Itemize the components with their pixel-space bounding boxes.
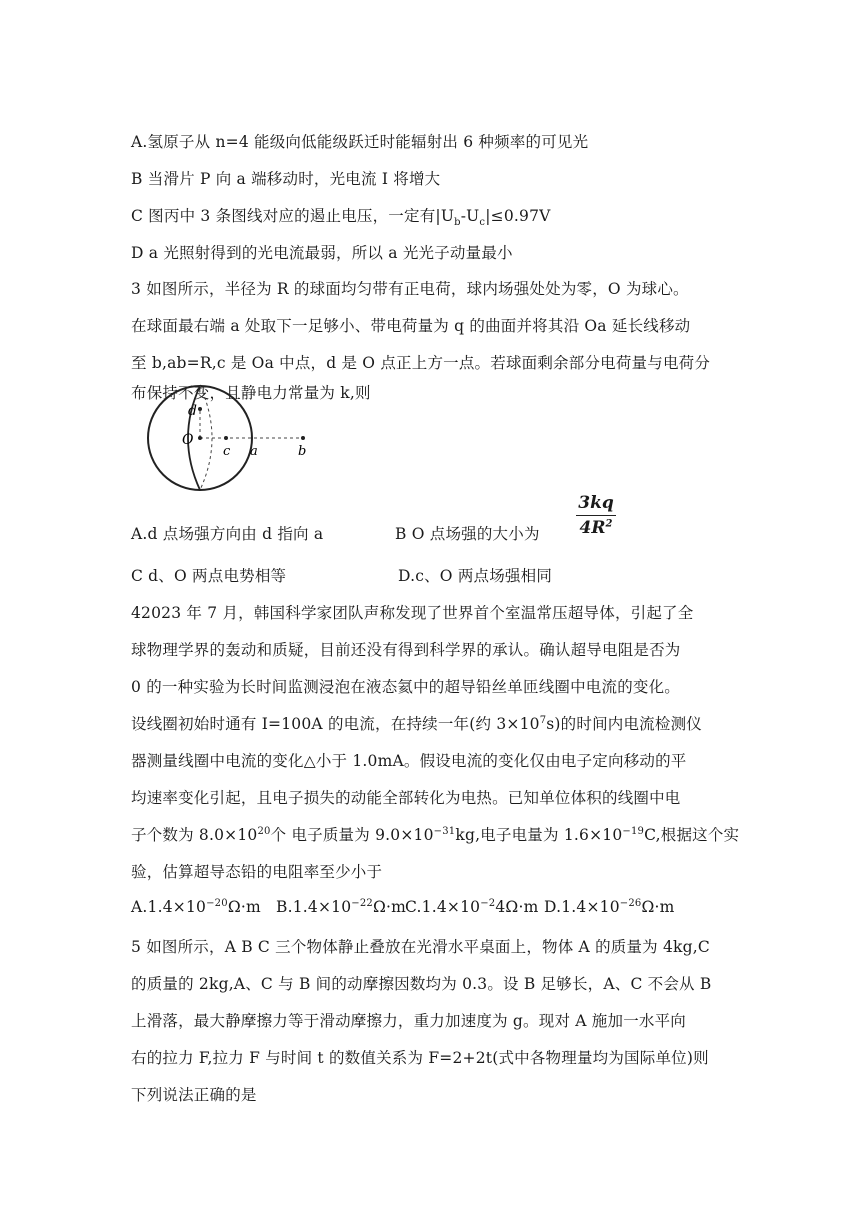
q3-option-a: A.d 点场强方向由 d 指向 a [131, 525, 324, 543]
point-d [198, 407, 202, 411]
q4-option-a: $A.1.4\times 10^{-20}\Omega\cdot m$ [131, 898, 261, 917]
q4-line-6: 均速率变化引起，且电子损失的动能全部转化为电热。已知单位体积的线圈中电 [131, 789, 681, 807]
q5-line-4: 右的拉力 F,拉力 F 与时间 t 的数值关系为 F=2+2t(式中各物理量均为国际单位)则 [131, 1049, 709, 1067]
label-c: c [223, 444, 231, 459]
q3-option-b: B O 点场强的大小为 [395, 525, 540, 543]
q4-line-5: 器测量线圈中电流的变化△小于 1.0mA。假设电流的变化仅由电子定向移动的平 [131, 752, 687, 770]
point-c [224, 436, 228, 440]
q4-line-8: 验，估算超导态铅的电阻率至少小于 [131, 863, 383, 881]
q3-line-2: 在球面最右端 a 处取下一足够小、带电荷量为 q 的曲面并将其沿 Oa 延长线移动 [131, 317, 691, 335]
q3-line-1: 3 如图所示，半径为 R 的球面均匀带有正电荷，球内场强处处为零，O 为球心。 [131, 280, 689, 298]
q4-line-2: 球物理学界的轰动和质疑，目前还没有得到科学界的承认。确认超导电阻是否为 [131, 641, 681, 659]
label-a: a [250, 444, 258, 459]
q3-line-4: 布保持不变，且静电力常量为 k,则 [131, 384, 371, 402]
formula-numerator: 3kq [576, 493, 616, 516]
q5-line-2: 的质量的 2kg,A、C 与 B 间的动摩擦因数均为 0.3。设 B 足够长，A、C 不会从 B [131, 975, 712, 993]
q4-line-3: 0 的一种实验为长时间监测浸泡在液态氦中的超导铅丝单匝线圈中电流的变化。 [131, 678, 680, 696]
q3-line-3: 至 b,ab=R,c 是 Oa 中点，d 是 O 点正上方一点。若球面剩余部分电荷量与电荷分 [131, 354, 711, 372]
option-d-photon-momentum: D a 光照射得到的光电流最弱，所以 a 光光子动量最小 [131, 244, 513, 262]
option-c-stopping-voltage: C 图丙中 3 条图线对应的遏止电压，一定有$|U_b-U_c|\le 0.97V$ [131, 207, 551, 229]
label-d: d [188, 403, 197, 419]
point-o [198, 436, 202, 440]
option-a-hydrogen: A.氢原子从 n=4 能级向低能级跃迁时能辐射出 6 种频率的可见光 [131, 133, 589, 151]
q4-option-b: $B.1.4\times 10^{-22}\Omega\cdot m$ [276, 898, 407, 917]
q5-line-5: 下列说法正确的是 [131, 1086, 257, 1104]
label-o: O [182, 432, 194, 448]
q5-line-1: 5 如图所示，A B C 三个物体静止叠放在光滑水平桌面上，物体 A 的质量为 4kg,C [131, 938, 710, 956]
q5-line-3: 上滑落，最大静摩擦力等于滑动摩擦力，重力加速度为 g。现对 A 施加一水平向 [131, 1012, 686, 1030]
q4-line-7: 子个数为 $8.0\times 10^{20}$个 电子质量为 $9.0\times 10^{-31}kg$,电子电量为 $1.6\times 10^{-19}C$,根据这个实 [131, 825, 740, 844]
q3-option-c: C d、O 两点电势相等 [131, 567, 287, 585]
option-b-slider: B 当滑片 P 向 a 端移动时，光电流 I 将增大 [131, 170, 441, 188]
q4-option-c: $C.1.4\times 10^{-2}4\Omega\cdot m$ [405, 898, 539, 917]
formula-denominator: $4R^2$ [579, 518, 613, 538]
q4-line-4: 设线圈初始时通有 I=100A 的电流，在持续一年(约 $3\times 10^7s$)的时间内电流检测仪 [131, 714, 702, 733]
q4-option-d: $D.1.4\times 10^{-26}\Omega\cdot m$ [544, 898, 675, 917]
formula-fraction [576, 493, 616, 538]
q4-line-1: 42023 年 7 月，韩国科学家团队声称发现了世界首个室温常压超导体，引起了全 [131, 604, 694, 622]
sphere-figure [140, 385, 340, 501]
label-b: b [298, 444, 307, 459]
q3-option-d: D.c、O 两点场强相同 [398, 567, 553, 585]
point-b [301, 436, 305, 440]
